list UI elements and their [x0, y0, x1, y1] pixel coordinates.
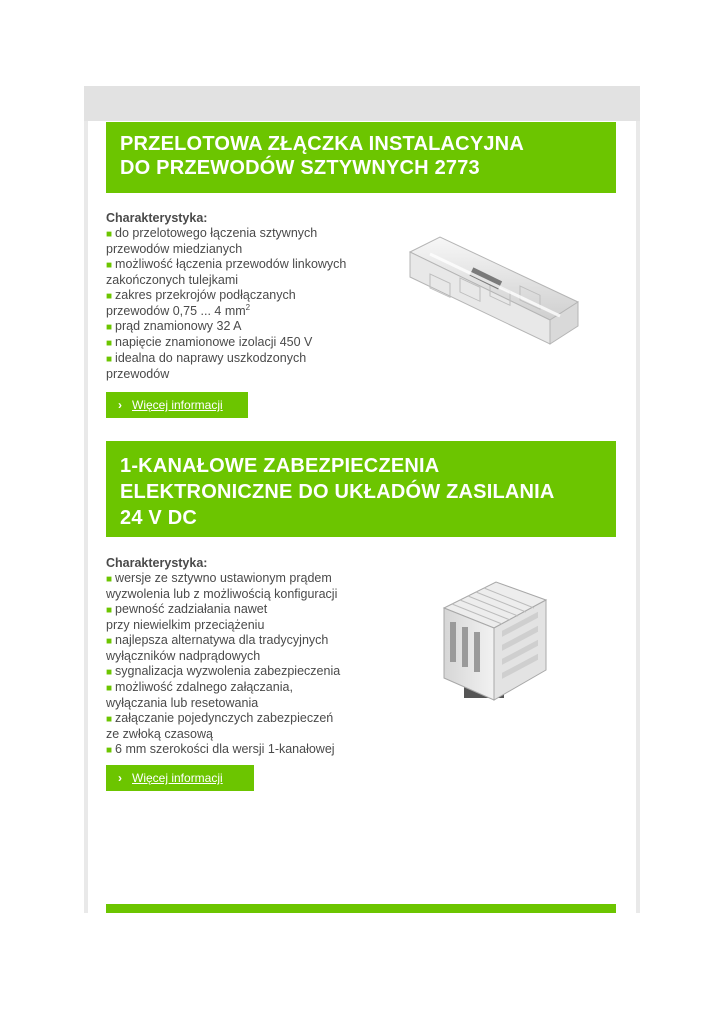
- bullet-square-icon: ■: [106, 291, 113, 302]
- feature-text: wyłączania lub resetowania: [106, 696, 259, 710]
- bullet-square-icon: ■: [106, 322, 113, 333]
- feature-text: możliwość łączenia przewodów linkowych: [115, 257, 347, 271]
- unit-superscript: 2: [245, 302, 251, 312]
- bullet-square-icon: ■: [106, 574, 113, 585]
- feature-text: wyłączników nadprądowych: [106, 649, 261, 663]
- feature-text: zakończonych tulejkami: [106, 273, 239, 287]
- section1-title-banner: [106, 122, 616, 193]
- section1-title-line2: DO PRZEWODÓW SZTYWNYCH 2773: [120, 157, 480, 179]
- bullet-square-icon: ■: [106, 683, 113, 694]
- feature-text: sygnalizacja wyzwolenia zabezpieczenia: [115, 664, 341, 678]
- section1-features-heading: Charakterystyka:: [106, 211, 208, 225]
- feature-text: przy niewielkim przeciążeniu: [106, 618, 265, 632]
- more-info-link-2[interactable]: Więcej informacji: [132, 771, 223, 785]
- feature-text: przewodów: [106, 367, 170, 381]
- header-strip: [84, 86, 640, 121]
- push-wire-connector-image: [400, 232, 580, 347]
- feature-line: [106, 696, 340, 711]
- section2-title-line2: ELEKTRONICZNE DO UKŁADÓW ZASILANIA: [120, 481, 555, 503]
- more-info-button-1[interactable]: [106, 392, 248, 418]
- feature-line: [106, 649, 340, 664]
- feature-line: [106, 571, 340, 587]
- bullet-square-icon: ■: [106, 229, 113, 240]
- feature-text: możliwość zdalnego załączania,: [115, 680, 293, 694]
- feature-line: [106, 273, 346, 288]
- bullet-square-icon: ■: [106, 605, 113, 616]
- bullet-square-icon: ■: [106, 354, 113, 365]
- feature-line: [106, 587, 340, 602]
- feature-line: [106, 319, 346, 335]
- bullet-square-icon: ■: [106, 260, 113, 271]
- section1-features: [106, 211, 346, 382]
- feature-line: [106, 304, 346, 319]
- feature-line: [106, 664, 340, 680]
- footer-bar: [106, 904, 616, 913]
- feature-text: napięcie znamionowe izolacji 450 V: [115, 335, 313, 349]
- chevron-right-icon: ›: [118, 398, 122, 412]
- feature-line: [106, 602, 340, 618]
- feature-line: [106, 727, 340, 742]
- feature-text: idealna do naprawy uszkodzonych: [115, 351, 307, 365]
- feature-line: [106, 618, 340, 633]
- feature-text: 6 mm szerokości dla wersji 1-kanałowej: [115, 742, 335, 756]
- bullet-square-icon: ■: [106, 714, 113, 725]
- section2-features-heading: Charakterystyka:: [106, 556, 208, 570]
- chevron-right-icon: ›: [118, 771, 122, 785]
- feature-text: najlepsza alternatywa dla tradycyjnych: [115, 633, 329, 647]
- feature-text: do przelotowego łączenia sztywnych: [115, 226, 318, 240]
- feature-line: [106, 711, 340, 727]
- feature-text: wyzwolenia lub z możliwością konfiguracji: [106, 587, 338, 601]
- feature-line: [106, 742, 340, 758]
- feature-text: załączanie pojedynczych zabezpieczeń: [115, 711, 334, 725]
- more-info-link-1[interactable]: Więcej informacji: [132, 398, 223, 412]
- feature-text: wersje ze sztywno ustawionym prądem: [115, 571, 332, 585]
- bullet-square-icon: ■: [106, 667, 113, 678]
- electronic-circuit-breaker-image: [436, 578, 554, 708]
- feature-line: [106, 335, 346, 351]
- bullet-square-icon: ■: [106, 338, 113, 349]
- feature-text: przewodów miedzianych: [106, 242, 243, 256]
- feature-line: [106, 680, 340, 696]
- bullet-square-icon: ■: [106, 636, 113, 647]
- feature-line: [106, 288, 346, 304]
- section2-feature-list: [106, 571, 340, 758]
- feature-text: przewodów 0,75 ... 4 mm: [106, 304, 246, 318]
- feature-line: [106, 242, 346, 257]
- feature-text: prąd znamionowy 32 A: [115, 319, 242, 333]
- feature-line: [106, 633, 340, 649]
- section1-feature-list: [106, 226, 346, 382]
- section2-title-line3: 24 V DC: [120, 507, 197, 529]
- feature-line: [106, 226, 346, 242]
- feature-line: [106, 351, 346, 367]
- feature-text: pewność zadziałania nawet: [115, 602, 268, 616]
- section2-title-line1: 1-KANAŁOWE ZABEZPIECZENIA: [120, 455, 440, 477]
- more-info-button-2[interactable]: [106, 765, 254, 791]
- feature-line: [106, 257, 346, 273]
- section2-title-banner: [106, 441, 616, 537]
- feature-text: ze zwłoką czasową: [106, 727, 213, 741]
- section2-features: [106, 556, 340, 758]
- feature-text: zakres przekrojów podłączanych: [115, 288, 296, 302]
- bullet-square-icon: ■: [106, 745, 113, 756]
- feature-line: [106, 367, 346, 382]
- section1-title-line1: PRZELOTOWA ZŁĄCZKA INSTALACYJNA: [120, 133, 524, 155]
